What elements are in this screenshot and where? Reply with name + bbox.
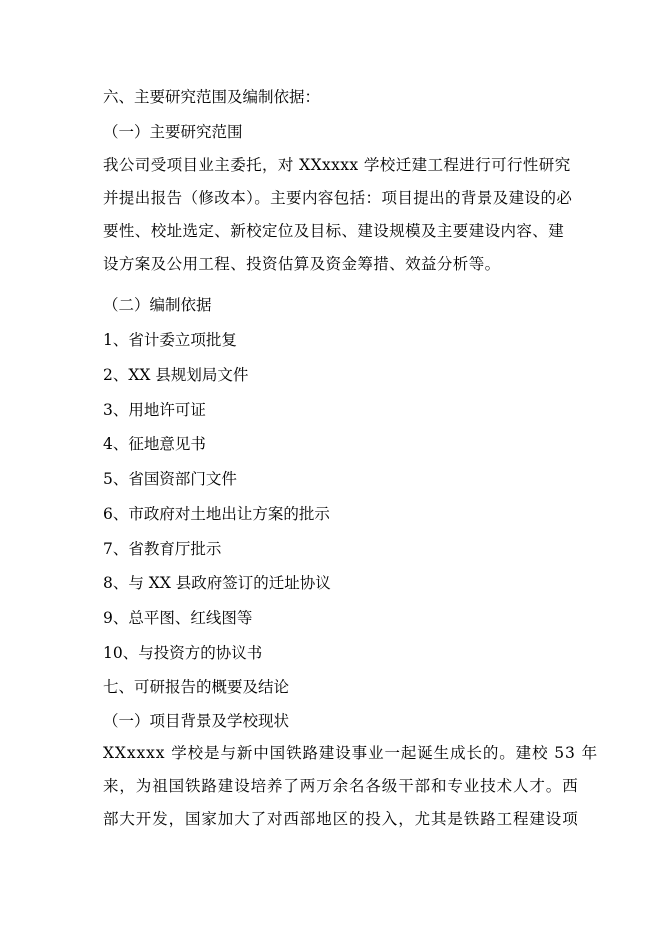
section-6-2-heading: （二）编制依据 [103,296,212,314]
paragraph-line: 并提出报告（修改本）。主要内容包括：项目提出的背景及建设的必 [103,189,573,207]
basis-item-9: 9、总平图、红线图等 [103,609,253,627]
section-6-1-paragraph [103,149,573,281]
basis-item-6: 6、市政府对土地出让方案的批示 [103,505,330,523]
paragraph-line: 部大开发，国家加大了对西部地区的投入，尤其是铁路工程建设项 [103,810,579,828]
basis-item-1: 1、省计委立项批复 [103,331,237,349]
basis-item-8: 8、与 XX 县政府签订的迁址协议 [103,574,331,592]
basis-item-7: 7、省教育厅批示 [103,540,222,558]
section-7-1-heading: （一）项目背景及学校现状 [103,712,290,730]
basis-item-10: 10、与投资方的协议书 [103,644,263,662]
basis-item-4: 4、征地意见书 [103,435,206,453]
section-7-heading: 七、可研报告的概要及结论 [103,678,290,696]
section-7-1-paragraph [103,737,599,836]
section-6-1-heading: （一）主要研究范围 [103,123,243,141]
paragraph-line: 要性、校址选定、新校定位及目标、建设规模及主要建设内容、建 [103,222,565,240]
paragraph-line: XXxxxx 学校是与新中国铁路建设事业一起诞生成长的。建校 53 年 [103,744,599,762]
paragraph-line: 设方案及公用工程、投资估算及资金筹措、效益分析等。 [103,255,501,273]
basis-item-3: 3、用地许可证 [103,401,206,419]
paragraph-line: 来，为祖国铁路建设培养了两万余名各级干部和专业技术人才。西 [103,777,579,795]
section-6-heading: 六、主要研究范围及编制依据： [103,88,321,106]
basis-item-2: 2、XX 县规划局文件 [103,366,249,384]
basis-item-5: 5、省国资部门文件 [103,470,237,488]
paragraph-line: 我公司受项目业主委托，对 XXxxxx 学校迁建工程进行可行性研究 [103,156,571,174]
